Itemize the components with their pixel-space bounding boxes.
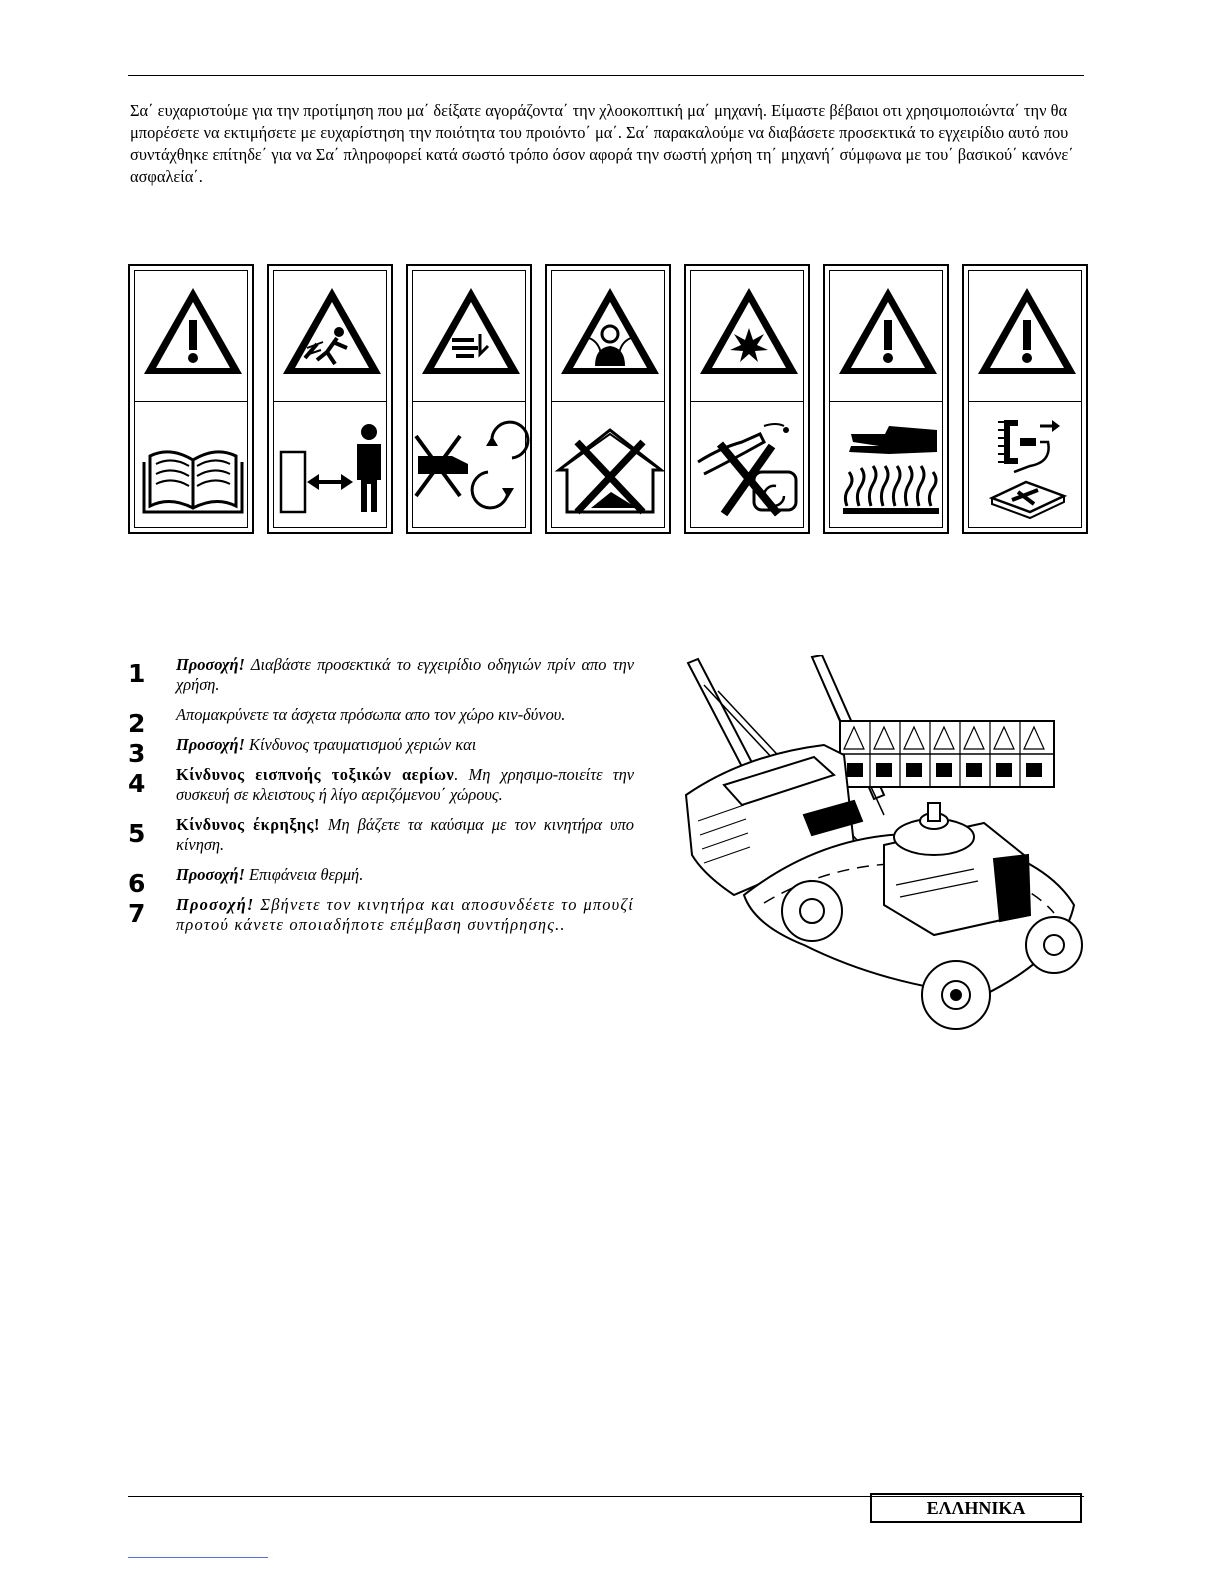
blade-hazard-icon [416,282,526,382]
warning-panel-6 [823,264,949,534]
warning-icons-strip [128,264,1088,536]
item-number: 5 [128,819,146,848]
item-text: . Μη χρησιμο-ποιείτε την συσκευή σε κλειστους ή λίγο αεριζόμενου΄ χώρους. [176,765,634,804]
item-text: Διαβάστε προσεκτικά το εγχειρίδιο οδηγιών πρίν απο την χρήση. [176,655,634,694]
item-number: 4 [128,769,146,798]
item-number: 2 [128,709,146,738]
link-underline [128,1557,268,1558]
no-refuel-running-icon [690,412,808,522]
item-lead: Προσοχή! [176,865,245,884]
language-label: ΕΛΛΗΝΙΚΑ [870,1493,1082,1523]
item-number: 6 [128,869,146,898]
warning-exclamation-icon [972,282,1082,382]
intro-paragraph: Σα΄ ευχαριστούμε για την προτίμηση που μα΄ δείξατε αγοράζοντα΄ την χλοοκοπτική μα΄ μηχανή. Είμαστε βέβαιοι οτι χρησιμοποιώντα΄ την θα μπορέσετε να εκτιμήσετε με ευχαρίστηση την ποιότητα του προιόντο΄ μα΄. Σα΄ παρακαλούμε να διαβάσετε προσεκτικά το εγχειρίδιο αυτό που συντάχθηκε επίτηδε΄ για να Σα΄ πληροφορεί κατά σωστό τρόπο όσον αφορά την σωστή χρήση τη΄ μηχανή΄ σύμφωνα με του΄ βασικού΄ κανόνε΄ ασφαλεία΄. [130,101,1074,186]
list-item [128,865,634,898]
item-lead: Κίνδυνος εισπνοής τοξικών αερίων [176,765,455,784]
item-number: 1 [128,659,146,688]
list-item [128,895,634,935]
disconnect-spark-plug-icon [968,412,1086,522]
list-item [128,735,634,768]
item-text: Μη βάζετε τα καύσιμα με τον κινητήρα υπο κίνηση. [176,815,634,854]
lawn-mower-illustration [684,655,1084,1040]
no-indoor-use-icon [551,412,669,522]
warning-panel-3 [406,264,532,534]
warning-panel-5 [684,264,810,534]
warning-panel-1 [128,264,254,534]
item-lead: Προσοχή! [176,735,245,754]
keep-distance-icon [273,412,391,522]
list-item [128,815,634,855]
explosion-icon [694,282,804,382]
item-lead: Προσοχή! [176,895,255,914]
item-text: Σβήνετε τον κινητήρα και αποσυνδέετε το μπουζί προτού κάνετε οποιαδήποτε επέμβαση συντήρησης.. [176,895,634,934]
warning-exclamation-icon [833,282,943,382]
warning-panel-7 [962,264,1088,534]
read-manual-icon [134,412,252,522]
header-rule [128,75,1084,76]
item-text: Κίνδυνος τραυματισμού χεριών και [244,735,477,754]
thrown-objects-icon [277,282,387,382]
warning-panel-2 [267,264,393,534]
item-text: Απομακρύνετε τα άσχετα πρόσωπα απο τον χώρο κιν-δύνου. [176,705,566,724]
list-item [128,655,634,695]
list-item [128,705,634,738]
toxic-gas-icon [555,282,665,382]
item-lead: Κίνδυνος έκρηξης! [176,815,320,834]
list-item [128,765,634,805]
item-text: Επιφάνεια θερμή. [244,865,364,884]
warning-panel-4 [545,264,671,534]
item-number: 3 [128,739,146,768]
warning-exclamation-icon [138,282,248,382]
hot-surface-icon [829,412,947,522]
safety-instructions-list [128,655,634,945]
hand-blade-icon [412,412,530,522]
item-number: 7 [128,899,146,928]
item-lead: Προσοχή! [176,655,245,674]
